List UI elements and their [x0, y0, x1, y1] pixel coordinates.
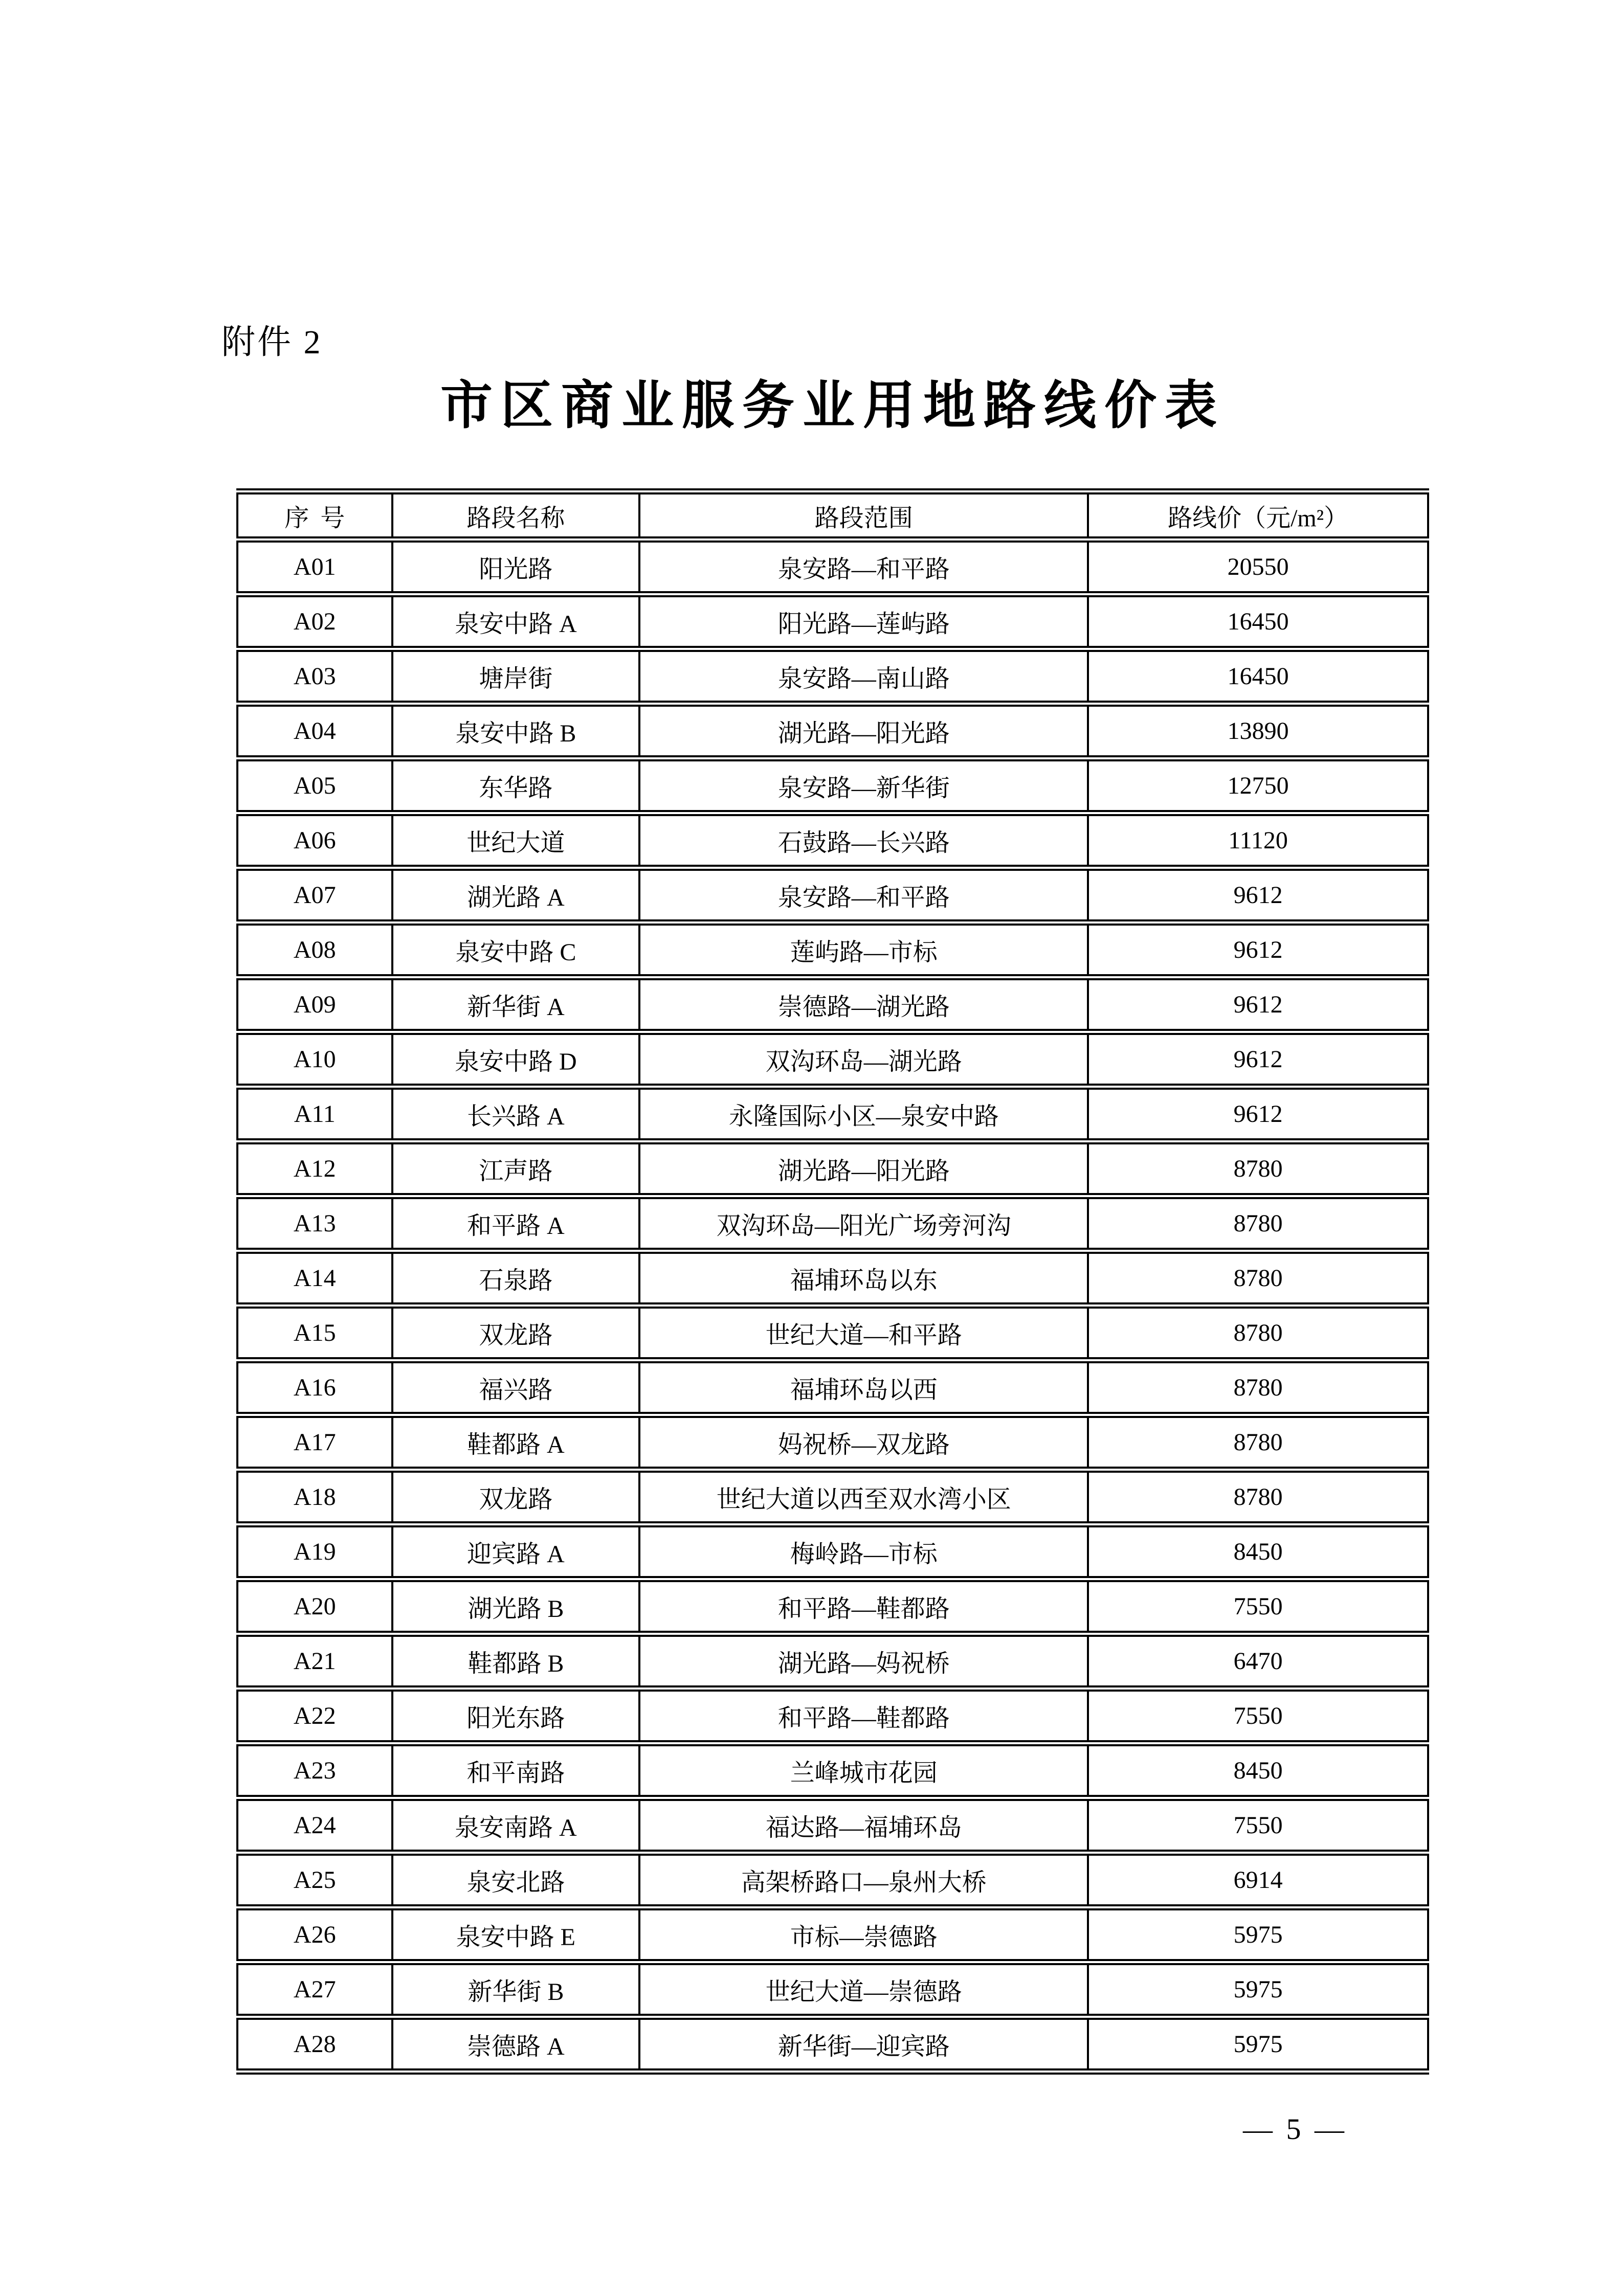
cell-route-price: 8780 [1088, 1141, 1428, 1196]
road-price-table [236, 488, 1429, 2075]
cell-route-price: 9612 [1088, 1032, 1428, 1087]
cell-route-price: 8780 [1088, 1251, 1428, 1305]
cell-road-name: 新华街 B [392, 1962, 640, 2017]
cell-route-price: 8780 [1088, 1305, 1428, 1360]
table-row [237, 1141, 1428, 1196]
cell-road-range: 世纪大道以西至双水湾小区 [639, 1470, 1088, 1524]
table-row [237, 1415, 1428, 1470]
column-header-seq: 序号 [237, 491, 392, 539]
cell-road-range: 福埔环岛以西 [639, 1360, 1088, 1415]
cell-seq: A09 [237, 977, 392, 1032]
table-row [237, 539, 1428, 594]
cell-road-range: 世纪大道—崇德路 [639, 1962, 1088, 2017]
cell-seq: A15 [237, 1305, 392, 1360]
table-row [237, 2017, 1428, 2072]
table-header [237, 491, 1428, 539]
cell-road-name: 泉安中路 E [392, 1907, 640, 1962]
table-row [237, 922, 1428, 977]
table-row [237, 1032, 1428, 1087]
cell-route-price: 6914 [1088, 1853, 1428, 1907]
cell-seq: A24 [237, 1798, 392, 1853]
table-body [237, 539, 1428, 2072]
table-row [237, 758, 1428, 813]
cell-road-name: 泉安北路 [392, 1853, 640, 1907]
table-row [237, 704, 1428, 758]
cell-road-name: 塘岸街 [392, 649, 640, 704]
table-row [237, 1251, 1428, 1305]
table-row [237, 813, 1428, 868]
cell-road-name: 湖光路 A [392, 868, 640, 922]
cell-seq: A18 [237, 1470, 392, 1524]
cell-road-range: 石鼓路—长兴路 [639, 813, 1088, 868]
cell-seq: A16 [237, 1360, 392, 1415]
cell-road-range: 和平路—鞋都路 [639, 1689, 1088, 1743]
cell-seq: A23 [237, 1743, 392, 1798]
cell-road-range: 泉安路—新华街 [639, 758, 1088, 813]
cell-seq: A12 [237, 1141, 392, 1196]
cell-seq: A06 [237, 813, 392, 868]
cell-route-price: 9612 [1088, 1087, 1428, 1141]
cell-road-name: 双龙路 [392, 1305, 640, 1360]
cell-road-range: 妈祝桥—双龙路 [639, 1415, 1088, 1470]
cell-road-name: 福兴路 [392, 1360, 640, 1415]
cell-seq: A25 [237, 1853, 392, 1907]
cell-road-range: 兰峰城市花园 [639, 1743, 1088, 1798]
cell-road-name: 泉安中路 C [392, 922, 640, 977]
page-title-container [236, 364, 1429, 439]
cell-road-range: 永隆国际小区—泉安中路 [639, 1087, 1088, 1141]
table-row [237, 1743, 1428, 1798]
cell-road-range: 莲屿路—市标 [639, 922, 1088, 977]
cell-road-range: 新华街—迎宾路 [639, 2017, 1088, 2072]
cell-road-name: 泉安中路 D [392, 1032, 640, 1087]
cell-route-price: 5975 [1088, 1907, 1428, 1962]
cell-seq: A27 [237, 1962, 392, 2017]
cell-seq: A02 [237, 594, 392, 649]
column-header-route-price: 路线价（元/m²） [1088, 491, 1428, 539]
cell-road-range: 市标—崇德路 [639, 1907, 1088, 1962]
cell-road-range: 双沟环岛—阳光广场旁河沟 [639, 1196, 1088, 1251]
cell-road-name: 和平路 A [392, 1196, 640, 1251]
cell-route-price: 5975 [1088, 1962, 1428, 2017]
table-row [237, 1360, 1428, 1415]
cell-road-name: 迎宾路 A [392, 1524, 640, 1579]
cell-seq: A19 [237, 1524, 392, 1579]
table-row [237, 868, 1428, 922]
cell-road-range: 崇德路—湖光路 [639, 977, 1088, 1032]
cell-road-range: 福达路—福埔环岛 [639, 1798, 1088, 1853]
cell-seq: A17 [237, 1415, 392, 1470]
cell-road-name: 湖光路 B [392, 1579, 640, 1634]
cell-road-name: 鞋都路 B [392, 1634, 640, 1689]
table-row [237, 1524, 1428, 1579]
cell-route-price: 8780 [1088, 1196, 1428, 1251]
cell-road-range: 湖光路—妈祝桥 [639, 1634, 1088, 1689]
table-row [237, 1853, 1428, 1907]
table-row [237, 1087, 1428, 1141]
cell-road-range: 泉安路—南山路 [639, 649, 1088, 704]
cell-road-name: 泉安中路 B [392, 704, 640, 758]
cell-seq: A14 [237, 1251, 392, 1305]
cell-route-price: 8780 [1088, 1415, 1428, 1470]
cell-road-name: 阳光路 [392, 539, 640, 594]
cell-road-name: 石泉路 [392, 1251, 640, 1305]
cell-route-price: 8450 [1088, 1743, 1428, 1798]
cell-seq: A03 [237, 649, 392, 704]
cell-route-price: 8780 [1088, 1360, 1428, 1415]
cell-seq: A22 [237, 1689, 392, 1743]
cell-route-price: 7550 [1088, 1579, 1428, 1634]
cell-seq: A01 [237, 539, 392, 594]
cell-route-price: 6470 [1088, 1634, 1428, 1689]
cell-route-price: 8450 [1088, 1524, 1428, 1579]
page-title: 市区商业服务业用地路线价表 [440, 376, 1225, 435]
cell-road-name: 世纪大道 [392, 813, 640, 868]
cell-seq: A21 [237, 1634, 392, 1689]
cell-route-price: 5975 [1088, 2017, 1428, 2072]
table-row [237, 1689, 1428, 1743]
cell-road-range: 和平路—鞋都路 [639, 1579, 1088, 1634]
cell-seq: A05 [237, 758, 392, 813]
table-row [237, 1962, 1428, 2017]
cell-road-name: 新华街 A [392, 977, 640, 1032]
table-header-row [237, 491, 1428, 539]
cell-route-price: 9612 [1088, 922, 1428, 977]
page-number: — 5 — [1243, 2112, 1347, 2146]
cell-route-price: 13890 [1088, 704, 1428, 758]
cell-road-name: 东华路 [392, 758, 640, 813]
cell-road-name: 长兴路 A [392, 1087, 640, 1141]
cell-road-range: 湖光路—阳光路 [639, 1141, 1088, 1196]
cell-route-price: 9612 [1088, 977, 1428, 1032]
cell-road-name: 阳光东路 [392, 1689, 640, 1743]
cell-seq: A13 [237, 1196, 392, 1251]
cell-route-price: 16450 [1088, 649, 1428, 704]
cell-seq: A28 [237, 2017, 392, 2072]
column-header-road-name: 路段名称 [392, 491, 640, 539]
column-header-road-range: 路段范围 [639, 491, 1088, 539]
table-row [237, 1196, 1428, 1251]
cell-route-price: 7550 [1088, 1798, 1428, 1853]
cell-road-range: 福埔环岛以东 [639, 1251, 1088, 1305]
cell-route-price: 11120 [1088, 813, 1428, 868]
cell-seq: A08 [237, 922, 392, 977]
cell-road-name: 双龙路 [392, 1470, 640, 1524]
cell-road-name: 崇德路 A [392, 2017, 640, 2072]
table-row [237, 594, 1428, 649]
cell-route-price: 9612 [1088, 868, 1428, 922]
table-row [237, 1579, 1428, 1634]
cell-road-range: 世纪大道—和平路 [639, 1305, 1088, 1360]
table-row [237, 649, 1428, 704]
cell-route-price: 7550 [1088, 1689, 1428, 1743]
cell-seq: A26 [237, 1907, 392, 1962]
cell-seq: A04 [237, 704, 392, 758]
table-row [237, 1798, 1428, 1853]
cell-road-name: 泉安南路 A [392, 1798, 640, 1853]
table-row [237, 1634, 1428, 1689]
table-row [237, 1907, 1428, 1962]
cell-seq: A10 [237, 1032, 392, 1087]
table-row [237, 977, 1428, 1032]
cell-road-name: 江声路 [392, 1141, 640, 1196]
cell-road-name: 和平南路 [392, 1743, 640, 1798]
cell-road-range: 高架桥路口—泉州大桥 [639, 1853, 1088, 1907]
cell-route-price: 12750 [1088, 758, 1428, 813]
cell-road-name: 鞋都路 A [392, 1415, 640, 1470]
cell-road-range: 双沟环岛—湖光路 [639, 1032, 1088, 1087]
cell-route-price: 16450 [1088, 594, 1428, 649]
cell-road-range: 阳光路—莲屿路 [639, 594, 1088, 649]
cell-route-price: 8780 [1088, 1470, 1428, 1524]
cell-road-range: 梅岭路—市标 [639, 1524, 1088, 1579]
cell-route-price: 20550 [1088, 539, 1428, 594]
cell-road-range: 湖光路—阳光路 [639, 704, 1088, 758]
attachment-label: 附件 2 [221, 324, 323, 361]
cell-road-range: 泉安路—和平路 [639, 868, 1088, 922]
road-price-table-container [236, 488, 1429, 2075]
cell-road-name: 泉安中路 A [392, 594, 640, 649]
cell-road-range: 泉安路—和平路 [639, 539, 1088, 594]
cell-seq: A07 [237, 868, 392, 922]
cell-seq: A11 [237, 1087, 392, 1141]
table-row [237, 1470, 1428, 1524]
cell-seq: A20 [237, 1579, 392, 1634]
table-row [237, 1305, 1428, 1360]
